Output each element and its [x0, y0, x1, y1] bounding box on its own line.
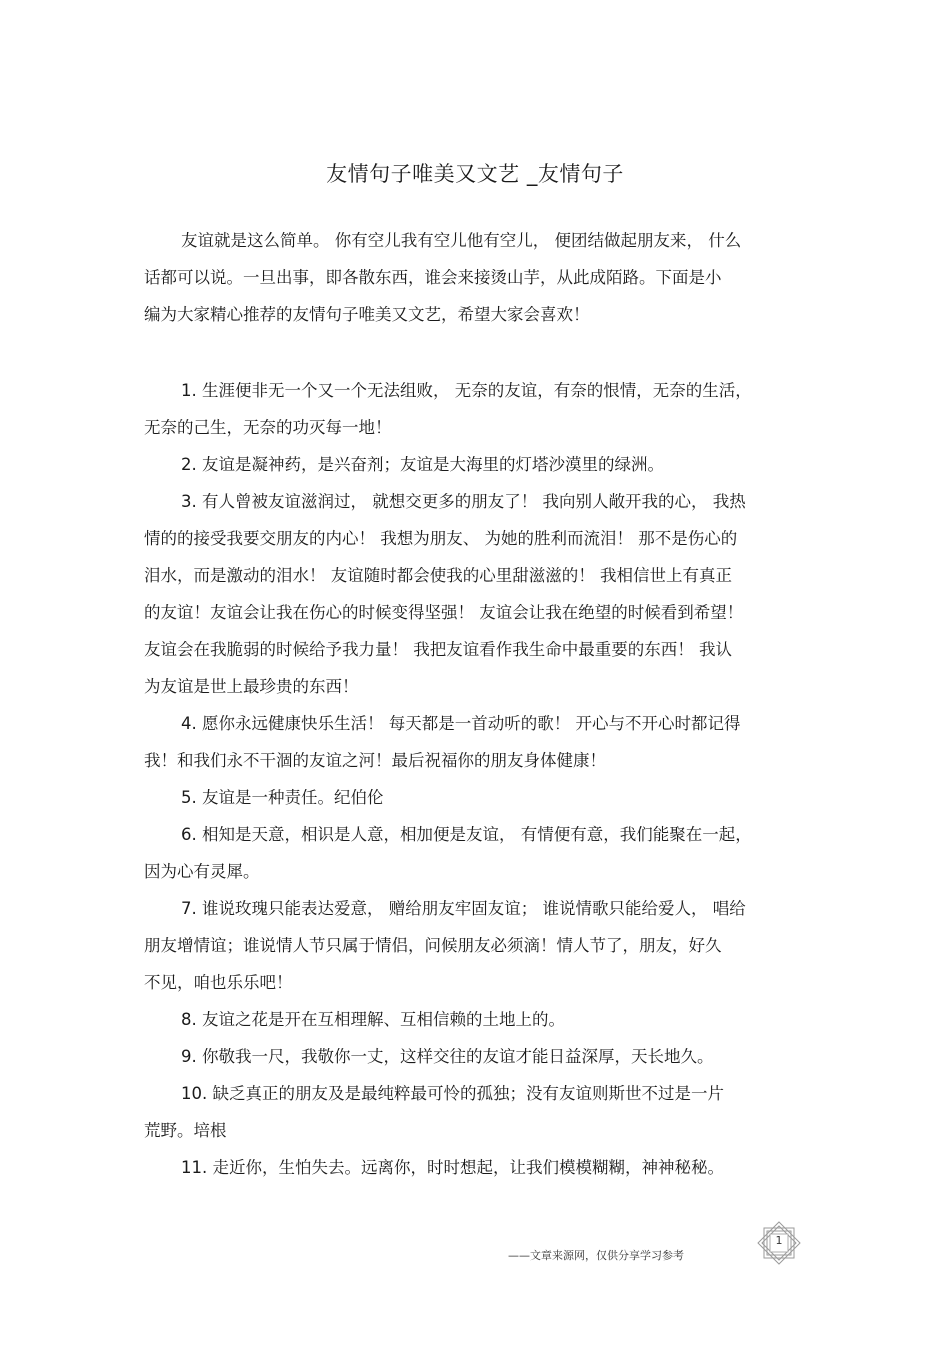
- quote-line: 8. 友谊之花是开在互相理解、互相信赖的土地上的。: [181, 1010, 565, 1029]
- quote-line: 因为心有灵犀。: [144, 862, 260, 881]
- page-number-badge: [756, 1220, 802, 1266]
- quote-line: 11. 走近你，生怕失去。远离你，时时想起，让我们模模糊糊，神神秘秘。: [181, 1158, 724, 1177]
- quote-line: 的友谊！友谊会让我在伤心的时候变得坚强！ 友谊会让我在绝望的时候看到希望！: [144, 603, 744, 622]
- quote-line: 5. 友谊是一种责任。纪伯伦: [181, 788, 384, 807]
- quote-line: 情的的接受我要交朋友的内心！ 我想为朋友、 为她的胜利而流泪！ 那不是伤心的: [144, 529, 738, 548]
- quote-line: 为友谊是世上最珍贵的东西！: [144, 677, 359, 696]
- quote-line: 2. 友谊是凝神药，是兴奋剂；友谊是大海里的灯塔沙漠里的绿洲。: [181, 455, 664, 474]
- intro-line: 话都可以说。一旦出事，即各散东西，谁会来接烫山芋，从此成陌路。下面是小: [144, 268, 722, 287]
- quote-line: 9. 你敬我一尺，我敬你一丈，这样交往的友谊才能日益深厚，天长地久。: [181, 1047, 714, 1066]
- page-number: 1: [775, 1234, 783, 1247]
- quote-line: 朋友增情谊；谁说情人节只属于情侣，问候朋友必须滴！情人节了，朋友，好久: [144, 936, 722, 955]
- intro-line: 编为大家精心推荐的友情句子唯美又文艺，希望大家会喜欢！: [144, 305, 590, 324]
- quote-line: 泪水，而是激动的泪水！ 友谊随时都会使我的心里甜滋滋的！ 我相信世上有真正: [144, 566, 732, 585]
- quote-line: 4. 愿你永远健康快乐生活！ 每天都是一首动听的歌！ 开心与不开心时都记得: [181, 714, 741, 733]
- quote-line: 友谊会在我脆弱的时候给予我力量！ 我把友谊看作我生命中最重要的东西！ 我认: [144, 640, 732, 659]
- document-title: 友情句子唯美又文艺 _友情句子: [326, 162, 624, 186]
- quote-line: 我！和我们永不干涸的友谊之河！最后祝福你的朋友身体健康！: [144, 751, 606, 770]
- quote-line: 无奈的己生，无奈的功灭每一地！: [144, 418, 392, 437]
- intro-line: 友谊就是这么简单。 你有空儿我有空儿他有空儿， 便团结做起朋友来， 什么: [181, 231, 742, 250]
- quote-line: 7. 谁说玫瑰只能表达爱意， 赠给朋友牢固友谊； 谁说情歌只能给爱人， 唱给: [181, 899, 746, 918]
- intro-paragraph: [144, 222, 809, 333]
- quote-line: 1. 生涯便非无一个又一个无法组败， 无奈的友谊，有奈的恨情，无奈的生活，: [181, 381, 752, 400]
- quote-line: 荒野。培根: [144, 1121, 227, 1140]
- quote-line: 10. 缺乏真正的朋友及是最纯粹最可怜的孤独；没有友谊则斯世不过是一片: [181, 1084, 724, 1103]
- quote-line: 不见，咱也乐乐吧！: [144, 973, 293, 992]
- footer-source-note: ——文章来源网，仅供分享学习参考: [508, 1249, 684, 1262]
- quote-line: 3. 有人曾被友谊滋润过， 就想交更多的朋友了！ 我向别人敞开我的心， 我热: [181, 492, 746, 511]
- quote-line: 6. 相知是天意，相识是人意，相加便是友谊， 有情便有意，我们能聚在一起，: [181, 825, 752, 844]
- quote-list: [144, 372, 809, 1186]
